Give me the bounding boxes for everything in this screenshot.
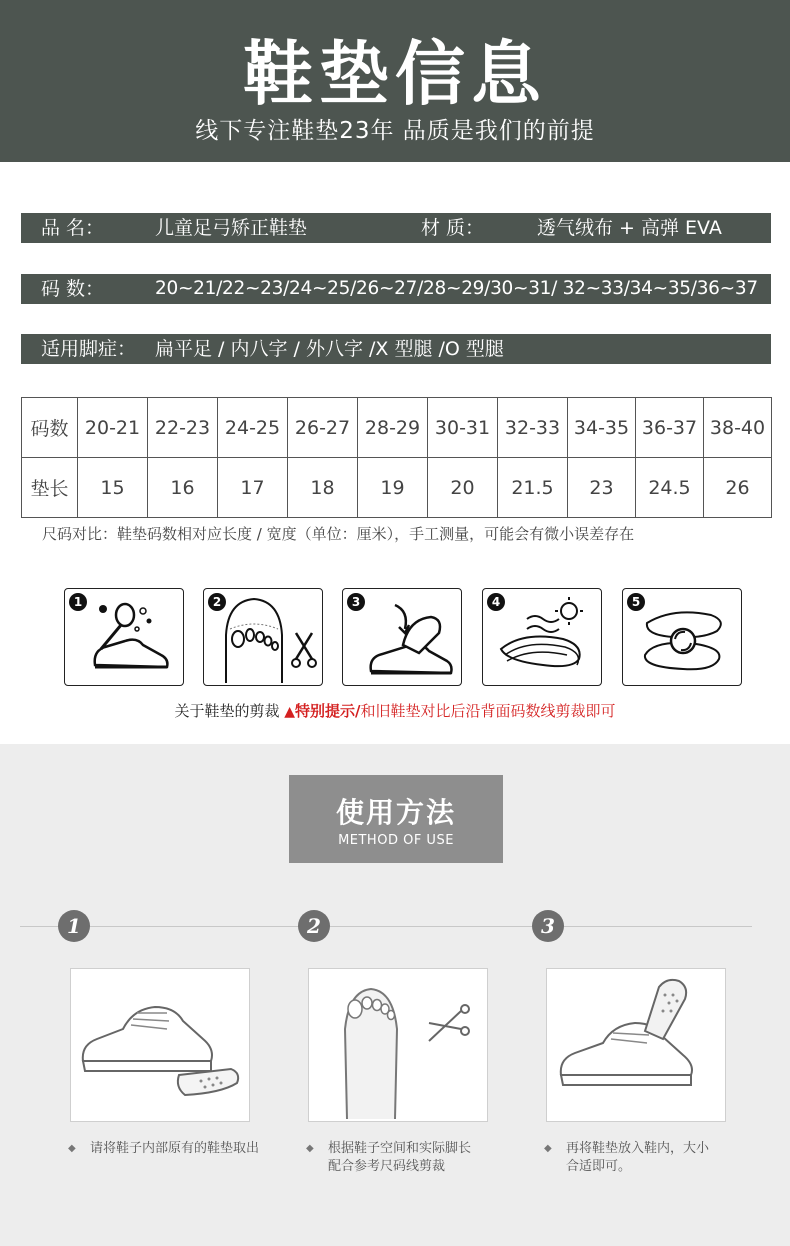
care-step-3	[342, 588, 462, 686]
cut-note-suffix: 和旧鞋垫对比后沿背面码数线剪裁即可	[360, 702, 616, 720]
material-label: 材 质：	[421, 217, 485, 239]
length-cell: 18	[288, 458, 358, 518]
length-cell: 26	[704, 458, 772, 518]
size-cell: 28-29	[358, 398, 428, 458]
length-row	[22, 458, 772, 518]
header-banner	[0, 0, 790, 162]
length-row-header: 垫长	[22, 458, 78, 518]
usage-line: 配合参考尺码线剪裁	[328, 1159, 446, 1174]
size-table	[21, 397, 772, 518]
care-step-1	[64, 588, 184, 686]
sizes-value: 20~21/22~23/24~25/26~27/28~29/30~31/ 32~33/34~35/36~37	[155, 278, 758, 299]
length-cell: 19	[358, 458, 428, 518]
page-title: 鞋垫信息	[243, 33, 547, 115]
sizes-label: 码 数：	[41, 278, 105, 300]
usage-card-2	[308, 968, 488, 1122]
step-number: 4	[487, 593, 505, 611]
care-step-2	[203, 588, 323, 686]
length-cell: 15	[78, 458, 148, 518]
usage-line: 根据鞋子空间和实际脚长	[328, 1141, 472, 1156]
size-cell: 34-35	[568, 398, 636, 458]
info-bar-sizes	[21, 274, 771, 304]
step-number: 1	[69, 593, 87, 611]
length-cell: 17	[218, 458, 288, 518]
length-cell: 16	[148, 458, 218, 518]
length-cell: 23	[568, 458, 636, 518]
size-cell: 32-33	[498, 398, 568, 458]
size-cell: 38-40	[704, 398, 772, 458]
step-number: 5	[627, 593, 645, 611]
method-heading	[289, 775, 503, 863]
foot-measure-icon	[309, 969, 487, 1121]
size-cell: 22-23	[148, 398, 218, 458]
material-value: 透气绒布 + 高弹 EVA	[537, 217, 722, 239]
info-bar-conditions	[21, 334, 771, 364]
size-cell: 30-31	[428, 398, 498, 458]
size-cell: 24-25	[218, 398, 288, 458]
length-cell: 24.5	[636, 458, 704, 518]
bullet-diamond-icon: ◆	[306, 1143, 314, 1154]
size-row-header: 码数	[22, 398, 78, 458]
usage-step-number: 3	[532, 910, 564, 942]
warning-icon: ▲	[284, 704, 296, 720]
usage-line: 合适即可。	[566, 1159, 632, 1174]
size-cell: 26-27	[288, 398, 358, 458]
conditions-label: 适用脚症：	[41, 338, 137, 360]
bullet-diamond-icon: ◆	[544, 1143, 552, 1154]
size-row	[22, 398, 772, 458]
usage-line: 请将鞋子内部原有的鞋垫取出	[90, 1141, 260, 1156]
step-number: 3	[347, 593, 365, 611]
size-note: 尺码对比：鞋垫码数相对应长度 / 宽度（单位：厘米），手工测量，可能会有微小误差存在	[42, 525, 635, 543]
usage-step-number: 2	[298, 910, 330, 942]
remove-insole-icon	[71, 969, 249, 1121]
cut-note-prefix: 关于鞋垫的剪裁	[174, 702, 280, 720]
cut-note-warning: 特别提示/	[295, 702, 361, 720]
cut-note	[0, 700, 790, 721]
size-cell: 36-37	[636, 398, 704, 458]
info-bar-name-material	[21, 213, 771, 243]
care-step-5	[622, 588, 742, 686]
name-value: 儿童足弓矫正鞋垫	[155, 217, 308, 239]
usage-card-1	[70, 968, 250, 1122]
conditions-value: 扁平足 / 内八字 / 外八字 /X 型腿 /O 型腿	[155, 338, 504, 360]
put-insole-icon	[547, 969, 725, 1121]
length-cell: 21.5	[498, 458, 568, 518]
care-step-4	[482, 588, 602, 686]
method-title: 使用方法	[335, 796, 456, 829]
length-cell: 20	[428, 458, 498, 518]
usage-section	[0, 744, 790, 1246]
page-subtitle: 线下专注鞋垫23年 品质是我们的前提	[195, 118, 595, 144]
size-cell: 20-21	[78, 398, 148, 458]
usage-card-3	[546, 968, 726, 1122]
method-subtitle: METHOD OF USE	[338, 833, 454, 848]
timeline-line	[20, 926, 752, 927]
usage-step-number: 1	[58, 910, 90, 942]
step-number: 2	[208, 593, 226, 611]
name-label: 品 名：	[41, 217, 105, 239]
usage-line: 再将鞋垫放入鞋内，大小	[566, 1141, 710, 1156]
bullet-diamond-icon: ◆	[68, 1143, 76, 1154]
